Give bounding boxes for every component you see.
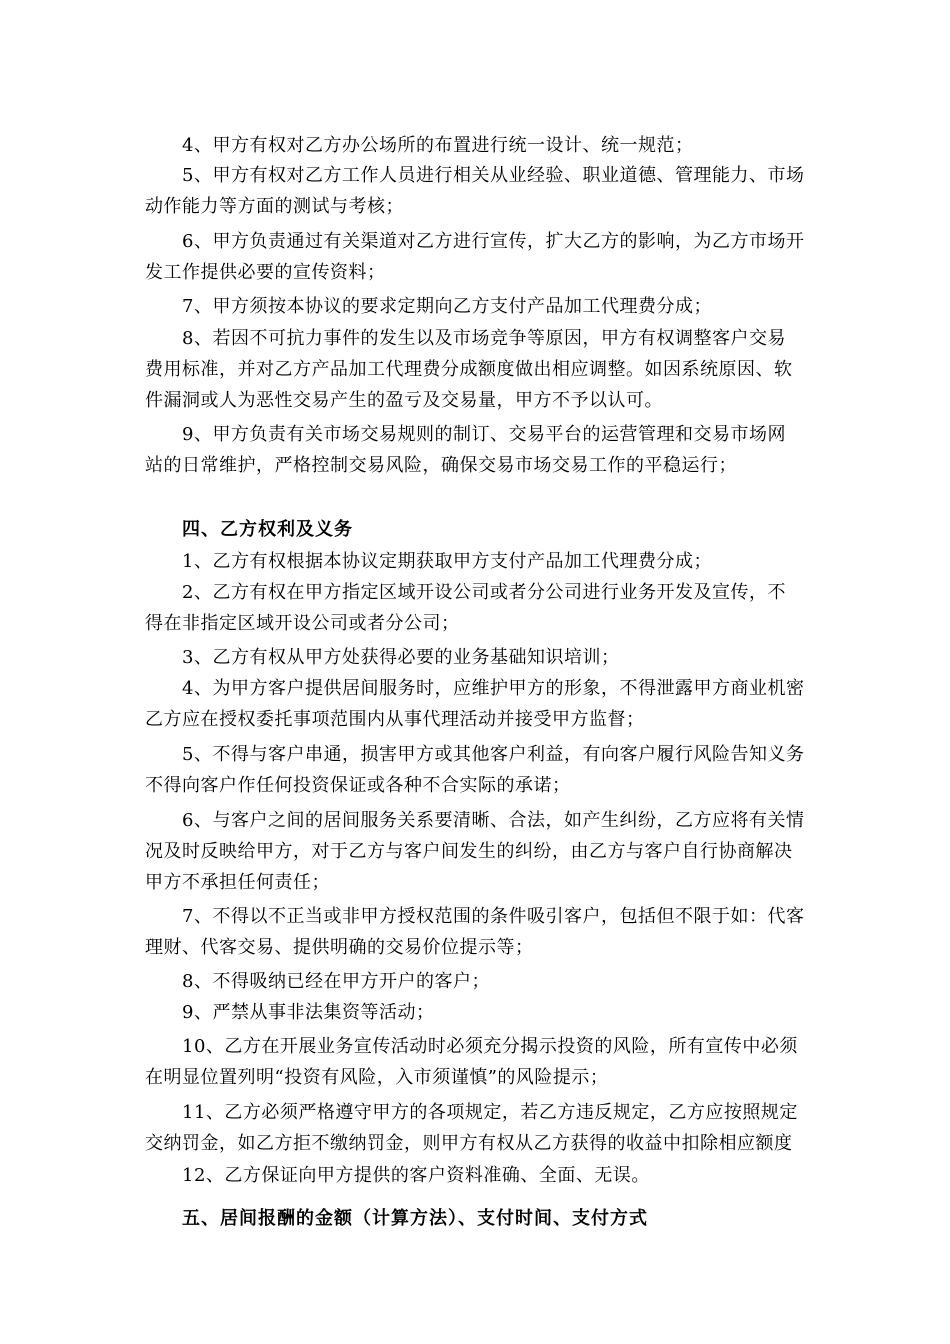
section4-item3: 3、乙方有权从甲方处获得必要的业务基础知识培训； — [182, 647, 620, 668]
section3-item5-line1: 5、甲方有权对乙方工作人员进行相关从业经验、职业道德、管理能力、市场 — [182, 165, 805, 186]
section3-item8-line2: 费用标准，并对乙方产品加工代理费分成额度做出相应调整。如因系统原因、软 — [145, 359, 793, 380]
section4-item6-line2: 况及时反映给甲方，对于乙方与客户间发生的纠纷，由乙方与客户自行协商解决 — [145, 841, 793, 862]
section4-item7-line2: 理财、代客交易、提供明确的交易价位提示等； — [145, 937, 534, 958]
section4-item2-line2: 得在非指定区域开设公司或者分公司； — [145, 613, 460, 634]
section4-item5-line2: 不得向客户作任何投资保证或各种不合实际的承诺； — [145, 775, 571, 796]
section3-item5-line2: 动作能力等方面的测试与考核； — [145, 196, 404, 217]
section3-item6-line2: 发工作提供必要的宣传资料； — [145, 262, 386, 283]
section4-item10-line2: 在明显位置列明“投资有风险，入市须谨慎”的风险提示； — [145, 1067, 609, 1088]
section4-item9: 9、严禁从事非法集资等活动； — [182, 1002, 435, 1023]
section4-item4-line2: 乙方应在授权委托事项范围内从事代理活动并接受甲方监督； — [145, 709, 645, 730]
section3-item6-line1: 6、甲方负责通过有关渠道对乙方进行宣传，扩大乙方的影响，为乙方市场开 — [182, 231, 805, 252]
section4-item11-line1: 11、乙方必须严格遵守甲方的各项规定，若乙方违反规定，乙方应按照规定 — [182, 1102, 798, 1123]
section3-item8-line3: 件漏洞或人为恶性交易产生的盈亏及交易量，甲方不予以认可。 — [145, 390, 663, 411]
section3-item9-line2: 站的日常维护，严格控制交易风险，确保交易市场交易工作的平稳运行； — [145, 455, 737, 476]
section4-item6-line1: 6、与客户之间的居间服务关系要清晰、合法，如产生纠纷，乙方应将有关情 — [182, 810, 805, 831]
section4-title: 四、乙方权利及义务 — [182, 519, 353, 540]
section4-item1: 1、乙方有权根据本协议定期获取甲方支付产品加工代理费分成； — [182, 551, 712, 572]
section3-item4: 4、甲方有权对乙方办公场所的布置进行统一设计、统一规范； — [182, 135, 694, 156]
section4-item2-line1: 2、乙方有权在甲方指定区域开设公司或者分公司进行业务开发及宣传，不 — [182, 582, 786, 603]
section4-item7-line1: 7、不得以不正当或非甲方授权范围的条件吸引客户，包括但不限于如：代客 — [182, 906, 805, 927]
section4-item4-line1: 4、为甲方客户提供居间服务时，应维护甲方的形象，不得泄露甲方商业机密 — [182, 678, 805, 699]
section4-item6-line3: 甲方不承担任何责任； — [145, 872, 330, 893]
section4-item12: 12、乙方保证向甲方提供的客户资料准确、全面、无误。 — [182, 1165, 650, 1186]
section4-item5-line1: 5、不得与客户串通，损害甲方或其他客户利益，有向客户履行风险告知义务 — [182, 744, 805, 765]
section4-item8: 8、不得吸纳已经在甲方开户的客户； — [182, 971, 490, 992]
section5-title: 五、居间报酬的金额（计算方法）、支付时间、支付方式 — [182, 1208, 648, 1229]
section3-item7: 7、甲方须按本协议的要求定期向乙方支付产品加工代理费分成； — [182, 296, 712, 317]
section3-item9-line1: 9、甲方负责有关市场交易规则的制订、交易平台的运营管理和交易市场网 — [182, 424, 786, 445]
section4-item10-line1: 10、乙方在开展业务宣传活动时必须充分揭示投资的风险，所有宣传中必须 — [182, 1036, 798, 1057]
section4-item11-line2: 交纳罚金，如乙方拒不缴纳罚金，则甲方有权从乙方获得的收益中扣除相应额度 — [145, 1133, 793, 1154]
section3-item8-line1: 8、若因不可抗力事件的发生以及市场竞争等原因，甲方有权调整客户交易 — [182, 328, 786, 349]
